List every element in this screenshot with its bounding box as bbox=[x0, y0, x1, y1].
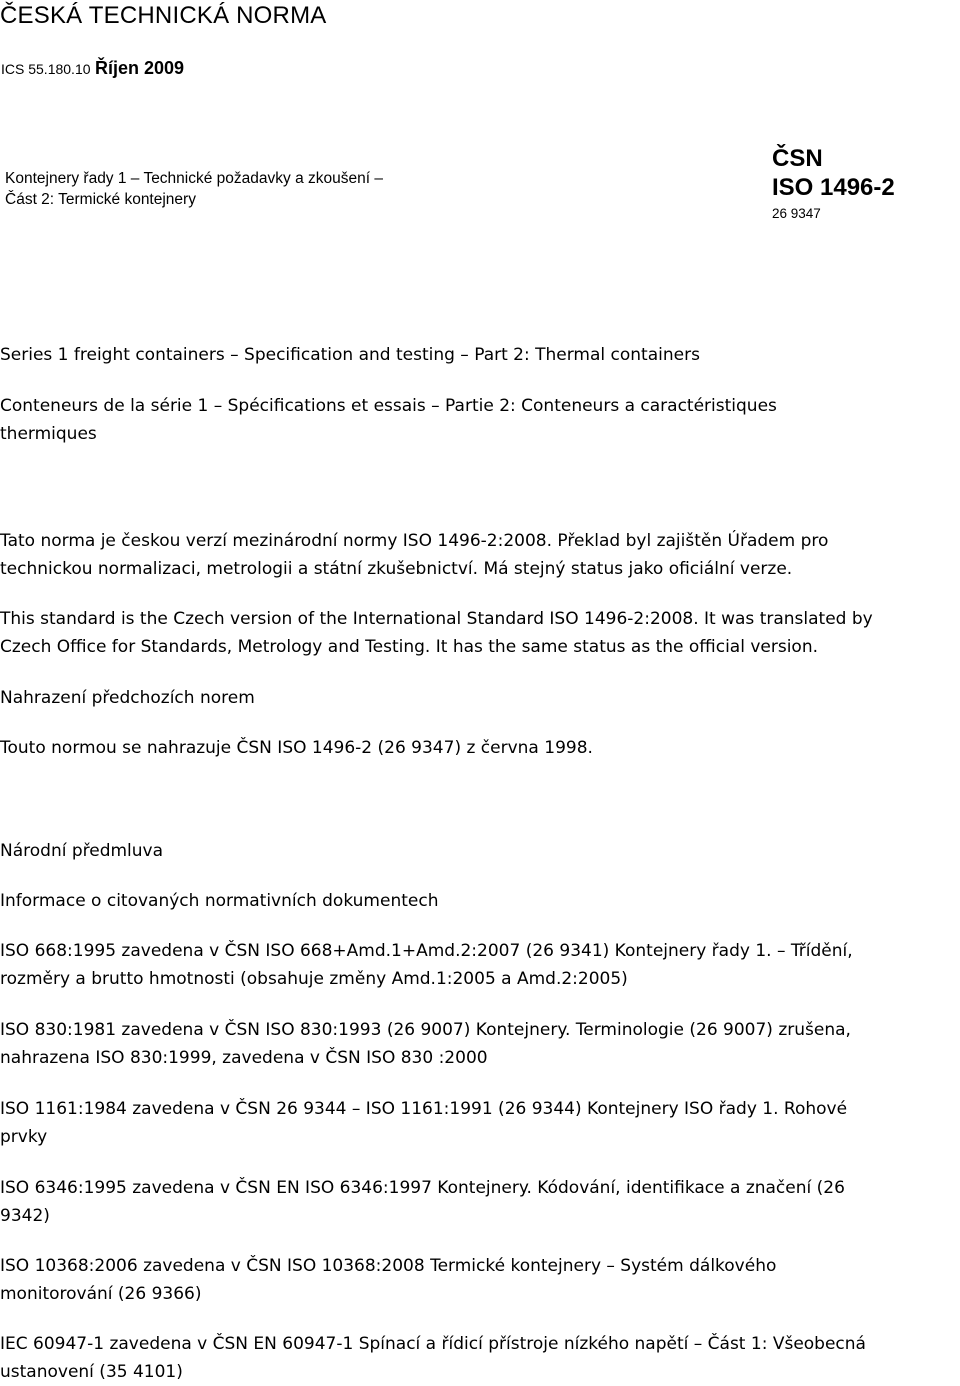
reference-item bbox=[0, 1095, 847, 1151]
foreword-heading: Národní předmluva bbox=[0, 841, 164, 861]
replacement-text: Touto normou se nahrazuje ČSN ISO 1496-2 (26 9347) z června 1998. bbox=[0, 738, 593, 758]
english-statement-line: This standard is the Czech version of the International Standard ISO 1496-2:2008. It was translated by bbox=[0, 609, 873, 629]
reference-line: ISO 668:1995 zavedena v ČSN ISO 668+Amd.1+Amd.2:2007 (26 9341) Kontejnery řady 1. – Třídění, bbox=[0, 941, 853, 961]
reference-item bbox=[0, 1174, 845, 1230]
reference-line: ISO 830:1981 zavedena v ČSN ISO 830:1993 (26 9007) Kontejnery. Terminologie (26 9007) zrušena, bbox=[0, 1020, 851, 1040]
czech-statement-line: technickou normalizaci, metrologii a státní zkušebnictví. Má stejný status jako oficiální verze. bbox=[0, 559, 793, 579]
meta-line bbox=[1, 58, 184, 79]
french-title-line: thermiques bbox=[0, 424, 97, 444]
standard-number: ISO 1496-2 bbox=[772, 174, 895, 201]
reference-line: rozměry a brutto hmotnosti (obsahuje změny Amd.1:2005 a Amd.2:2005) bbox=[0, 969, 628, 989]
reference-item bbox=[0, 1016, 851, 1072]
document-type-heading: ČESKÁ TECHNICKÁ NORMA bbox=[0, 2, 327, 29]
reference-line: ISO 1161:1984 zavedena v ČSN 26 9344 – ISO 1161:1991 (26 9344) Kontejnery ISO řady 1. Rohové bbox=[0, 1099, 848, 1119]
french-title bbox=[0, 392, 777, 448]
foreword-subheading: Informace o citovaných normativních dokumentech bbox=[0, 891, 439, 911]
reference-line: ISO 10368:2006 zavedena v ČSN ISO 10368:2008 Termické kontejnery – Systém dálkového bbox=[0, 1256, 777, 1276]
ics-code: ICS 55.180.10 bbox=[1, 61, 91, 77]
reference-item bbox=[0, 937, 853, 993]
czech-title bbox=[5, 168, 465, 210]
english-title: Series 1 freight containers – Specification and testing – Part 2: Thermal containers bbox=[0, 345, 700, 365]
reference-line: ISO 6346:1995 zavedena v ČSN EN ISO 6346:1997 Kontejnery. Kódování, identifikace a značení (26 bbox=[0, 1178, 845, 1198]
czech-statement-line: Tato norma je českou verzí mezinárodní normy ISO 1496-2:2008. Překlad byl zajištěn Úřadem pro bbox=[0, 531, 829, 551]
reference-line: prvky bbox=[0, 1127, 48, 1147]
classification-number: 26 9347 bbox=[772, 206, 821, 221]
standard-csn-label: ČSN bbox=[772, 145, 823, 172]
standard-designation bbox=[772, 144, 895, 224]
reference-line: ustanovení (35 4101) bbox=[0, 1362, 183, 1382]
reference-line: IEC 60947-1 zavedena v ČSN EN 60947-1 Spínací a řídicí přístroje nízkého napětí – Část 1: Všeobecná bbox=[0, 1334, 866, 1354]
czech-statement bbox=[0, 527, 828, 583]
english-statement-line: Czech Office for Standards, Metrology and Testing. It has the same status as the official version. bbox=[0, 637, 819, 657]
reference-item bbox=[0, 1330, 866, 1386]
reference-line: 9342) bbox=[0, 1206, 50, 1226]
reference-item bbox=[0, 1252, 776, 1308]
reference-line: nahrazena ISO 830:1999, zavedena v ČSN ISO 830 :2000 bbox=[0, 1048, 488, 1068]
issue-date: Říjen 2009 bbox=[94, 58, 185, 78]
czech-title-line: Kontejnery řady 1 – Technické požadavky a zkoušení – bbox=[5, 170, 383, 187]
replacement-heading: Nahrazení předchozích norem bbox=[0, 688, 255, 708]
french-title-line: Conteneurs de la série 1 – Spécifications et essais – Partie 2: Conteneurs a caractéristiques bbox=[0, 396, 777, 416]
reference-line: monitorování (26 9366) bbox=[0, 1284, 202, 1304]
english-statement bbox=[0, 605, 873, 661]
czech-title-line: Část 2: Termické kontejnery bbox=[5, 191, 196, 208]
